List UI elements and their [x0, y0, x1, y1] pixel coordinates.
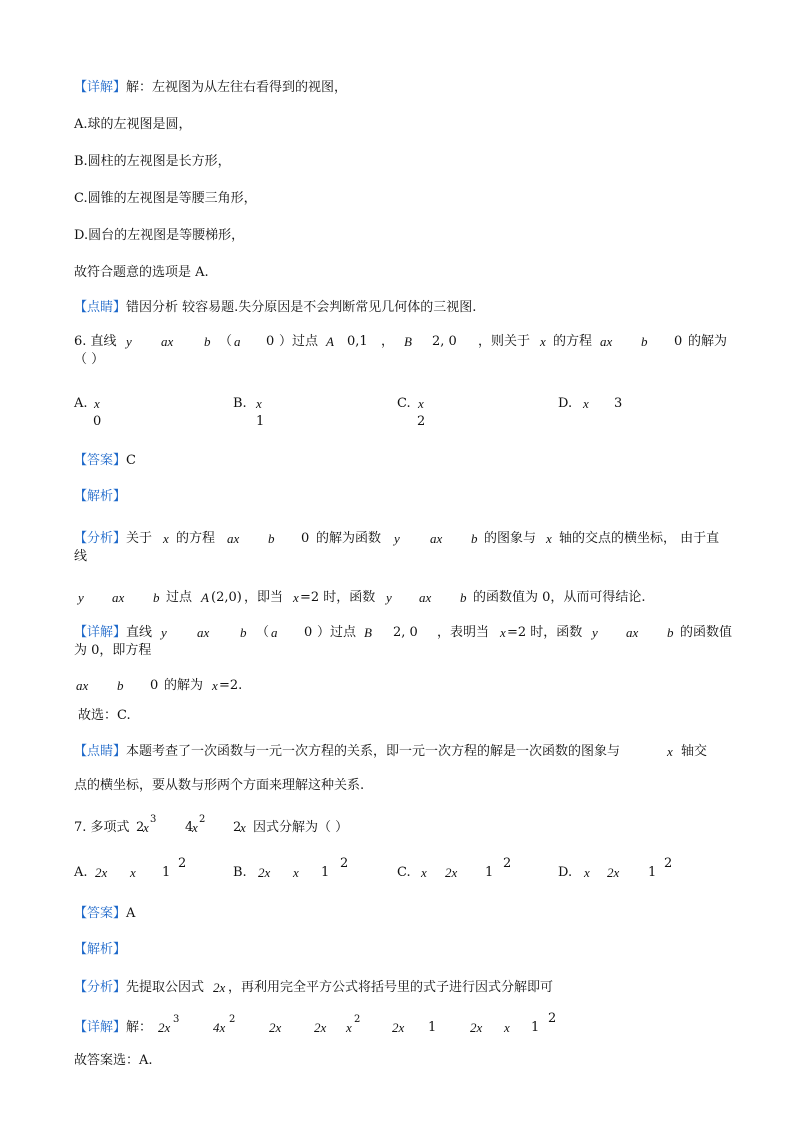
math-one: 1 — [321, 865, 330, 880]
fenxi-l2-text-4: 的函数值为 0，从而可得结论. — [473, 590, 646, 605]
math-x: x — [240, 820, 246, 835]
math-x: x — [143, 820, 149, 835]
detail-text-1: 直线 — [126, 625, 153, 640]
answer-tag: 【答案】 — [74, 906, 127, 921]
math-b: b — [667, 625, 674, 640]
math-2x: 2x — [258, 865, 271, 880]
math-b: b — [460, 590, 467, 605]
math-b: b — [471, 531, 478, 546]
q5-comment-text: 错因分析 较容易题.失分原因是不会判断常见几何体的三视图. — [126, 300, 477, 315]
math-coef: 2 — [136, 820, 145, 835]
paren-open: （ — [256, 625, 270, 640]
q6-choose: 故选：C. — [78, 708, 131, 723]
q6-stem-text-1: 6. 直线 — [74, 334, 117, 349]
q5-option-a: A.球的左视图是圆， — [74, 117, 192, 132]
answer-tag: 【答案】 — [74, 453, 127, 468]
option-b-label: B. — [233, 865, 247, 880]
math-zero: 0 — [266, 334, 275, 349]
detail-l3-text: 的解为 — [164, 678, 204, 693]
math-exp: 2 — [503, 856, 512, 871]
option-b-x: x — [256, 396, 262, 411]
comment-tag: 【点睛】 — [74, 744, 127, 759]
fenxi-text-2: 的方程 — [176, 531, 216, 546]
math-x: x — [500, 625, 506, 640]
option-a-label: A. — [74, 396, 88, 411]
fenxi-tag: 【分析】 — [74, 531, 127, 546]
comment-text-1: 本题考查了一次函数与一元一次方程的关系，即一元一次方程的解是一次函数的图象与 — [126, 744, 621, 759]
point-A-coord: (2,0) — [211, 590, 242, 605]
math-2x: 2x — [445, 865, 458, 880]
q6-stem-text-5: 的解为 — [688, 334, 728, 349]
option-a-value: 0 — [93, 414, 102, 429]
math-2x: 2x — [213, 980, 226, 995]
math-x: x — [293, 865, 299, 880]
math-b: b — [204, 334, 211, 349]
point-B-coord: 2, 0 — [393, 625, 418, 640]
detail-text-3: ，表明当 — [437, 625, 490, 640]
comment-text-3: 点的横坐标，要从数与形两个方面来理解这种关系. — [74, 778, 365, 793]
fenxi-text-1: 关于 — [126, 531, 153, 546]
math-b: b — [268, 531, 275, 546]
math-b: b — [153, 590, 160, 605]
math-zero: 0 — [150, 678, 159, 693]
comma: ， — [381, 334, 395, 349]
math-coef: 4 — [185, 820, 194, 835]
math-x: x — [540, 334, 546, 349]
math-term: 2x — [470, 1020, 483, 1035]
math-exp: 2 — [199, 814, 206, 825]
fenxi-text-2: ，再利用完全平方公式将括号里的式子进行因式分解即可 — [228, 980, 554, 995]
detail-text-6: 为 0，即方程 — [74, 643, 152, 658]
option-d-label: D. — [558, 865, 573, 880]
fenxi-l2-text-2: ，即当 — [244, 590, 284, 605]
comment-tag: 【点睛】 — [74, 300, 127, 315]
math-zero: 0 — [301, 531, 310, 546]
math-x: x — [212, 678, 218, 693]
paren-open: （ — [219, 334, 233, 349]
point-A: A — [201, 590, 209, 605]
q7-final-answer: 故答案选：A. — [74, 1053, 153, 1068]
q5-answer-line: 故符合题意的选项是 A. — [74, 265, 209, 280]
math-x: x — [130, 865, 136, 880]
math-x: x — [192, 820, 198, 835]
fenxi-text-3: 的解为函数 — [316, 531, 382, 546]
option-a-label: A. — [74, 865, 88, 880]
option-c-label: C. — [397, 865, 411, 880]
detail-text-2: ）过点 — [317, 625, 357, 640]
math-y: y — [394, 531, 400, 546]
fenxi-l2-text-3: =2 时，函数 — [300, 590, 376, 605]
math-ax: ax — [227, 531, 240, 546]
detail-tag: 【详解】 — [74, 625, 127, 640]
math-ax: ax — [76, 678, 89, 693]
math-ax: ax — [112, 590, 125, 605]
math-2x: 2x — [607, 865, 620, 880]
detail-text-5: 的函数值 — [680, 625, 733, 640]
math-zero: 0 — [674, 334, 683, 349]
analysis-tag: 【解析】 — [74, 489, 127, 504]
answer-value: C — [126, 453, 136, 468]
option-c-x: x — [418, 396, 424, 411]
option-c-label: C. — [397, 396, 411, 411]
math-y: y — [161, 625, 167, 640]
q5-option-b: B.圆柱的左视图是长方形， — [74, 154, 231, 169]
math-term: 2x — [269, 1020, 282, 1035]
comment-text-2: 轴交 — [681, 744, 708, 759]
math-x: x — [584, 865, 590, 880]
q6-answer-line — [74, 453, 136, 469]
math-zero: 0 — [304, 625, 313, 640]
math-b: b — [641, 334, 648, 349]
math-x: x — [421, 865, 427, 880]
q5-detail-line — [74, 80, 347, 96]
math-x: x — [546, 531, 552, 546]
fenxi-text-6: 线 — [74, 549, 88, 564]
q6-stem-text-4: 的方程 — [553, 334, 593, 349]
fenxi-text-5: 轴的交点的横坐标， 由于直 — [559, 531, 720, 546]
math-ax: ax — [626, 625, 639, 640]
math-b: b — [240, 625, 247, 640]
math-x: x — [346, 1020, 352, 1035]
math-y: y — [592, 625, 598, 640]
math-one: 1 — [485, 865, 494, 880]
point-B: B — [404, 334, 412, 349]
math-y: y — [126, 334, 132, 349]
math-one: 1 — [428, 1020, 437, 1035]
math-a: a — [234, 334, 241, 349]
math-y: y — [386, 590, 392, 605]
math-x: x — [504, 1020, 510, 1035]
detail-tag: 【详解】 — [74, 1020, 127, 1035]
math-exp: 2 — [664, 856, 673, 871]
math-2x: 2x — [95, 865, 108, 880]
option-d-value: 3 — [614, 396, 623, 411]
math-term: 2x — [314, 1020, 327, 1035]
detail-text-1: 解： — [126, 1020, 153, 1035]
math-term: 4x — [213, 1020, 226, 1035]
option-b-label: B. — [233, 396, 247, 411]
math-term: 2x — [392, 1020, 405, 1035]
math-exp: 3 — [173, 1014, 180, 1025]
fenxi-l2-text-1: 过点 — [166, 590, 193, 605]
math-one: 1 — [531, 1020, 540, 1035]
q7-answer-line — [74, 906, 135, 922]
point-A-coord: 0,1 — [347, 334, 368, 349]
option-a-x: x — [94, 396, 100, 411]
math-exp: 2 — [229, 1014, 236, 1025]
math-one: 1 — [648, 865, 657, 880]
point-B: B — [364, 625, 372, 640]
math-ax: ax — [600, 334, 613, 349]
answer-blank-paren: （ ） — [74, 352, 105, 367]
math-ax: ax — [430, 531, 443, 546]
math-exp: 2 — [178, 856, 187, 871]
analysis-tag: 【解析】 — [74, 942, 127, 957]
math-ax: ax — [197, 625, 210, 640]
math-exp: 2 — [340, 856, 349, 871]
q6-stem-text-3: ，则关于 — [478, 334, 531, 349]
math-exp: 2 — [354, 1014, 361, 1025]
option-d-label: D. — [558, 396, 573, 411]
option-c-value: 2 — [417, 414, 426, 429]
math-x: x — [293, 590, 299, 605]
q5-comment-line — [74, 300, 476, 316]
math-term: 2x — [158, 1020, 171, 1035]
q7-stem-text-1: 7. 多项式 — [74, 820, 130, 835]
q5-option-c: C.圆锥的左视图是等腰三角形， — [74, 191, 257, 206]
detail-tag: 【详解】 — [74, 80, 127, 95]
math-exp: 2 — [548, 1011, 557, 1026]
math-x: x — [667, 744, 673, 759]
option-b-value: 1 — [256, 414, 265, 429]
fenxi-text-1: 先提取公因式 — [126, 980, 205, 995]
math-y: y — [78, 590, 84, 605]
fenxi-tag: 【分析】 — [74, 980, 127, 995]
q5-option-d: D.圆台的左视图是等腰梯形， — [74, 228, 245, 243]
math-exp: 3 — [150, 814, 157, 825]
detail-text-4: =2 时，函数 — [507, 625, 583, 640]
answer-value: A — [126, 906, 136, 921]
math-coef: 2 — [233, 820, 242, 835]
math-one: 1 — [162, 865, 171, 880]
option-d-x: x — [583, 396, 589, 411]
math-b: b — [117, 678, 124, 693]
math-x: x — [163, 531, 169, 546]
q5-detail-text: 解：左视图为从左往右看得到的视图， — [126, 80, 348, 95]
q6-stem-text-2: ）过点 — [279, 334, 319, 349]
q7-stem-text-2: 因式分解为（ ） — [253, 820, 349, 835]
point-A: A — [326, 334, 334, 349]
math-ax: ax — [161, 334, 174, 349]
math-a: a — [271, 625, 278, 640]
point-B-coord: 2, 0 — [432, 334, 457, 349]
fenxi-text-4: 的图象与 — [484, 531, 537, 546]
detail-l3-value: =2. — [219, 678, 243, 693]
math-ax: ax — [419, 590, 432, 605]
